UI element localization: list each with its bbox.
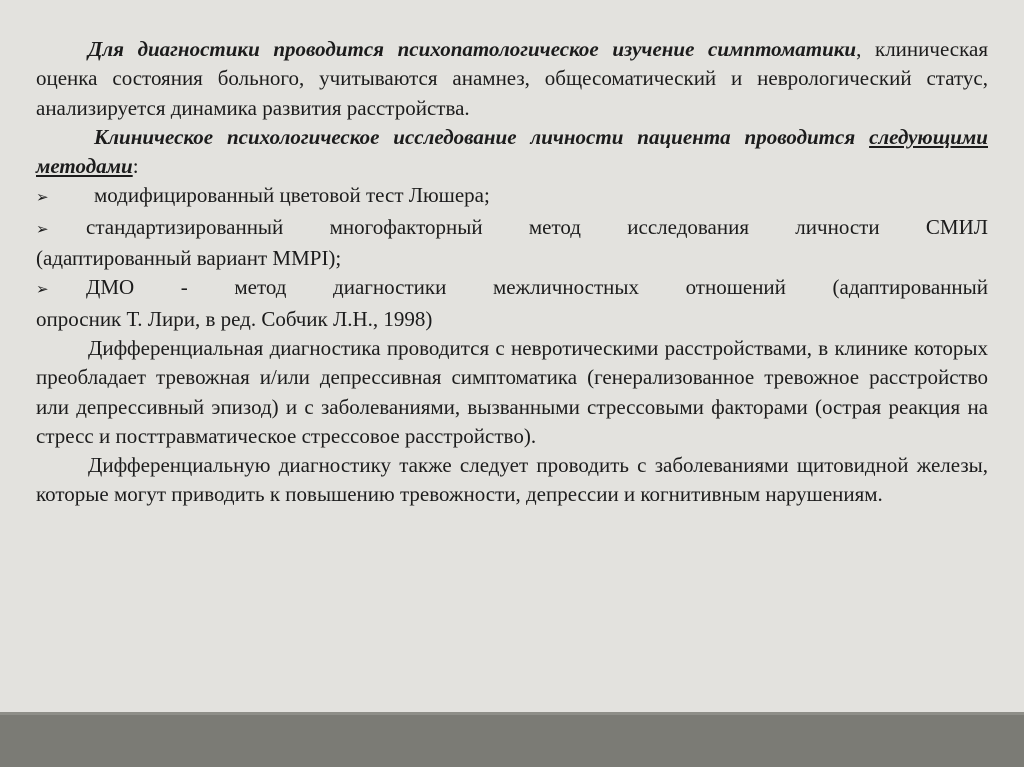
list-item-luscher-test bbox=[36, 181, 988, 212]
underlined-emphasis-text: следующими методами bbox=[36, 124, 988, 179]
list-item-continuation: опросник Т. Лири, в ред. Собчик Л.Н., 1998) bbox=[36, 306, 433, 331]
footer-band bbox=[0, 712, 1024, 767]
paragraph-differential-thyroid: Дифференциальную диагностику также следует проводить с заболеваниями щитовидной железы, которые могут приводить к повышению тревожности, депрессии и когнитивным нарушениям. bbox=[36, 453, 988, 507]
list-item-smil-method bbox=[36, 213, 988, 274]
list-item-text: стандартизированный многофакторный метод исследования личности СМИЛ bbox=[86, 214, 988, 239]
list-item-text: ДМО - метод диагностики межличностных отношений (адаптированный bbox=[86, 275, 988, 300]
arrow-bullet-icon: ➢ bbox=[36, 188, 49, 207]
arrow-bullet-icon: ➢ bbox=[36, 219, 49, 238]
paragraph-text: : bbox=[132, 154, 139, 179]
slide-content bbox=[36, 35, 988, 510]
paragraph-text: , клиническая оценка состояния больного, учитываются анамнез, общесоматический и неврологический статус, анализируется динамика развития расстройства. bbox=[36, 37, 988, 120]
emphasis-text: Для диагностики проводится психопатологическое изучение симптоматики bbox=[88, 37, 857, 61]
emphasis-text: Клиническое психологическое исследование личности пациента проводится bbox=[94, 124, 870, 149]
list-item-dmo-method bbox=[36, 273, 988, 334]
paragraph-diagnostics-intro bbox=[36, 35, 988, 123]
paragraph-methods-heading bbox=[36, 123, 988, 182]
list-item-text: модифицированный цветовой тест Люшера; bbox=[94, 183, 490, 208]
arrow-bullet-icon: ➢ bbox=[36, 280, 49, 299]
list-item-continuation: (адаптированный вариант MMPI); bbox=[36, 246, 342, 271]
paragraph-differential-neurotic: Дифференциальная диагностика проводится с невротическими расстройствами, в клинике которых преобладает тревожная и/или депрессивная симптоматика (генерализованное тревожное расстройство или депрессивный эпизод) и с заболеваниями, вызванными стрессовыми факторами (острая реакция на стресс и посттравматическое стрессовое расстройство). bbox=[36, 335, 988, 448]
